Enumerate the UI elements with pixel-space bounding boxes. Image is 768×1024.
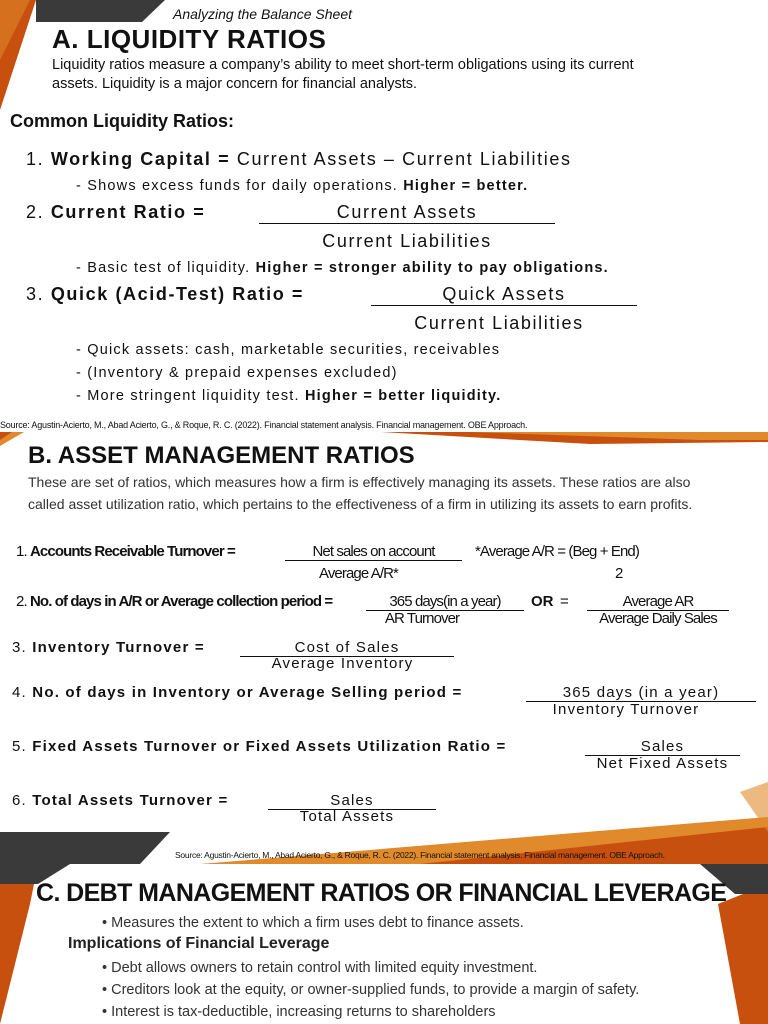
debt-bullet-3 [102, 1004, 496, 1020]
asset-ratio-1-number: 1. [16, 543, 27, 560]
or-label: OR [531, 593, 554, 610]
ratio-1 [26, 149, 572, 170]
ratio-3-number: 3. [26, 284, 45, 304]
section-b-intro-line1: These are set of ratios, which measures how a firm is effectively managing its assets. These ratios are also [28, 474, 691, 490]
asset-ratio-5 [12, 738, 507, 755]
asset-ratio-1-denominator: Average A/R* [319, 565, 398, 582]
asset-ratio-4-denominator: Inventory Turnover [552, 701, 700, 718]
section-b-intro-line2: called asset utilization ratio, which pertains to the effectiveness of a firm in utilizing its assets to earn profits. [28, 496, 693, 512]
section-b-title: B. ASSET MANAGEMENT RATIOS [28, 442, 415, 469]
section-a-intro-line1: Liquidity ratios measure a company’s ability to meet short-term obligations using its current [52, 57, 634, 73]
ratio-1-note-text: - Shows excess funds for daily operations. [76, 178, 399, 194]
asset-ratio-5-name: Fixed Assets Turnover or Fixed Assets Utilization Ratio = [32, 738, 507, 755]
average-ar-formula: *Average A/R = (Beg + End) [475, 543, 639, 560]
asset-ratio-4-numerator: 365 days (in a year) [526, 684, 756, 702]
ratio-2 [26, 202, 205, 223]
asset-ratio-3 [12, 639, 205, 656]
ratio-3-note-1: - Quick assets: cash, marketable securities, receivables [76, 342, 501, 358]
or-equals: = [560, 593, 569, 610]
bullet-dot: • [102, 915, 108, 931]
ratio-2-note [76, 260, 609, 276]
asset-ratio-6-name: Total Assets Turnover = [32, 792, 229, 809]
debt-bullet-2 [102, 982, 639, 998]
asset-ratio-2 [16, 593, 332, 610]
asset-ratio-6 [12, 792, 228, 809]
section-b-source: Source: Agustin-Acierto, M., Abad Acierto, G., & Roque, R. C. (2022). Financial statement analysis. Financial management. OBE Approach. [175, 850, 665, 860]
asset-ratio-4 [12, 684, 462, 701]
asset-ratio-4-number: 4. [12, 684, 27, 701]
ratio-2-name: Current Ratio = [50, 202, 206, 222]
asset-ratio-6-number: 6. [12, 792, 27, 809]
ratio-2-note-bold: Higher = stronger ability to pay obligations. [255, 260, 609, 276]
ratio-3-note-3-text: - More stringent liquidity test. [76, 388, 300, 404]
bullet-dot: • [102, 960, 108, 976]
bullet-dot: • [102, 982, 108, 998]
header-subtitle: Analyzing the Balance Sheet [173, 6, 353, 22]
ratio-3-note-2: - (Inventory & prepaid expenses excluded) [76, 365, 398, 381]
ratio-3-note-3-bold: Higher = better liquidity. [304, 388, 502, 404]
average-ar-denominator: 2 [615, 565, 624, 582]
ratio-2-numerator: Current Assets [259, 202, 555, 224]
ratio-3-denominator: Current Liabilities [414, 313, 584, 333]
asset-ratio-5-number: 5. [12, 738, 27, 755]
ratio-1-name: Working Capital = [50, 149, 231, 169]
ratio-3 [26, 284, 304, 305]
debt-bullet-0-text: Measures the extent to which a firm uses debt to finance assets. [111, 915, 524, 931]
asset-ratio-6-denominator: Total Assets [299, 808, 395, 825]
asset-ratio-3-name: Inventory Turnover = [32, 639, 205, 656]
asset-ratio-2-alt-denominator: Average Daily Sales [599, 610, 717, 627]
debt-bullet-2-text: Creditors look at the equity, or owner-supplied funds, to provide a margin of safety. [111, 982, 640, 998]
asset-ratio-2-numerator: 365 days(in a year) [366, 593, 524, 611]
section-a-source: Source: Agustin-Acierto, M., Abad Acierto, G., & Roque, R. C. (2022). Financial statement analysis. Financial management. OBE Approach. [0, 420, 528, 430]
ratio-3-note-3 [76, 388, 501, 404]
ratio-3-numerator: Quick Assets [371, 284, 637, 306]
bullet-dot: • [102, 1004, 108, 1020]
asset-ratio-4-name: No. of days in Inventory or Average Selling period = [32, 684, 463, 701]
asset-ratio-3-numerator: Cost of Sales [240, 639, 454, 657]
asset-ratio-6-numerator: Sales [268, 792, 436, 810]
asset-ratio-2-alt-numerator: Average AR [587, 593, 729, 611]
asset-ratio-2-denominator: AR Turnover [384, 610, 460, 627]
asset-ratio-3-denominator: Average Inventory [271, 655, 414, 672]
asset-ratio-2-number: 2. [16, 593, 27, 610]
ratio-1-note [76, 178, 528, 194]
asset-ratio-2-name: No. of days in A/R or Average collection period = [30, 593, 333, 610]
debt-bullet-1 [102, 960, 537, 976]
asset-ratio-5-numerator: Sales [585, 738, 740, 756]
ratio-1-note-bold: Higher = better. [403, 178, 529, 194]
ratio-2-note-text: - Basic test of liquidity. [76, 260, 251, 276]
implications-heading: Implications of Financial Leverage [68, 935, 330, 952]
ratio-2-number: 2. [26, 202, 45, 222]
asset-ratio-1-name: Accounts Receivable Turnover = [30, 543, 235, 560]
section-c-title: C. DEBT MANAGEMENT RATIOS OR FINANCIAL LEVERAGE [36, 879, 727, 907]
debt-bullet-0 [102, 915, 524, 931]
debt-bullet-3-text: Interest is tax-deductible, increasing returns to shareholders [111, 1004, 496, 1020]
section-a-title: A. LIQUIDITY RATIOS [52, 24, 327, 54]
ratio-2-denominator: Current Liabilities [322, 231, 492, 251]
common-ratios-heading: Common Liquidity Ratios: [10, 111, 234, 131]
asset-ratio-1 [16, 543, 235, 560]
ratio-1-formula: Current Assets – Current Liabilities [236, 149, 572, 169]
asset-ratio-5-denominator: Net Fixed Assets [596, 755, 729, 772]
asset-ratio-1-numerator: Net sales on account [285, 543, 462, 561]
ratio-1-number: 1. [26, 149, 45, 169]
debt-bullet-1-text: Debt allows owners to retain control with limited equity investment. [111, 960, 538, 976]
section-a-intro-line2: assets. Liquidity is a major concern for financial analysts. [52, 76, 418, 92]
ratio-3-name: Quick (Acid-Test) Ratio = [50, 284, 305, 304]
asset-ratio-3-number: 3. [12, 639, 27, 656]
